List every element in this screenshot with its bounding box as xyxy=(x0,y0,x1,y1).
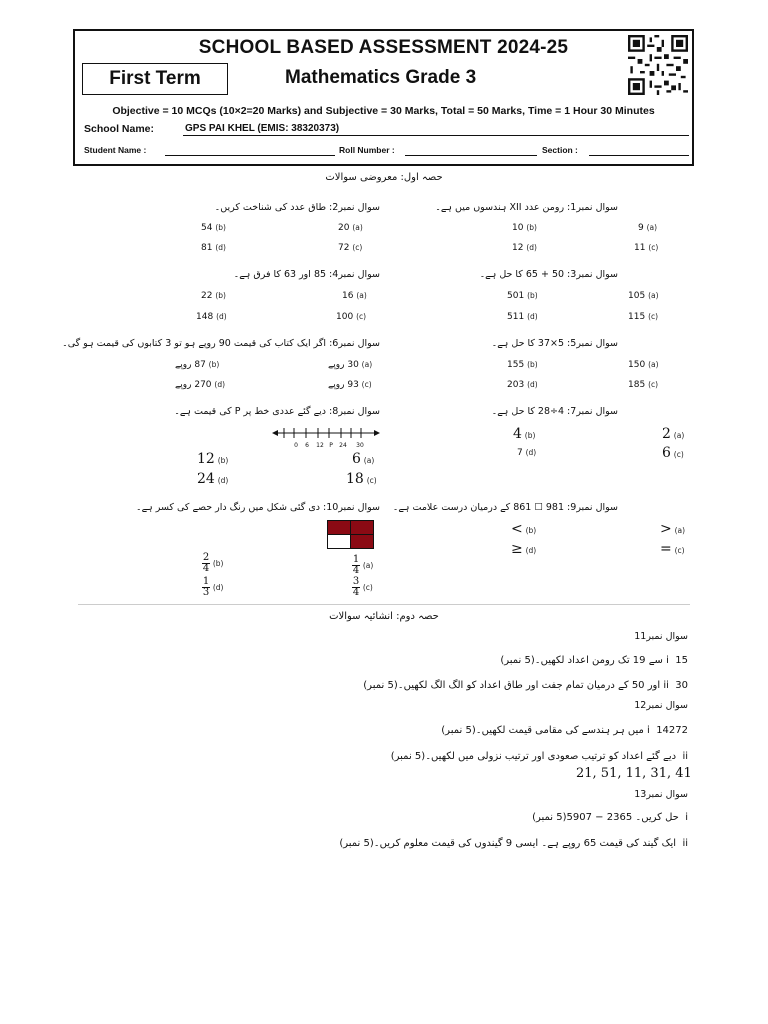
q8-option-d: 24 (d) xyxy=(197,471,229,487)
term-box: First Term xyxy=(82,63,228,95)
q7-option-a: 2 (a) xyxy=(662,426,685,442)
school-name-line xyxy=(183,135,689,136)
qr-code-icon xyxy=(628,35,688,95)
q6-option-a: (a) 30 روپے xyxy=(328,360,373,370)
q3-option-b: 501 (b) xyxy=(507,291,538,301)
school-name-value: GPS PAI KHEL (EMIS: 38320373) xyxy=(185,123,340,134)
student-name-label: Student Name : xyxy=(84,145,147,155)
q4-option-d: 148 (d) xyxy=(196,312,227,322)
q7-option-b: 4 (b) xyxy=(513,426,536,442)
q10-option-b: $\frac{2}{4}$ (b) xyxy=(202,552,224,574)
q3-option-c: 115 (c) xyxy=(628,312,659,322)
section-field[interactable] xyxy=(589,155,689,156)
q12-title: سوال نمبر12 xyxy=(634,700,688,711)
q8-option-c: 18 (c) xyxy=(346,471,377,487)
q8-option-a: 6 (a) xyxy=(352,451,375,467)
q4-option-a: 16 (a) xyxy=(342,291,367,301)
header-box xyxy=(73,29,694,166)
roll-number-field[interactable] xyxy=(405,155,537,156)
number-line xyxy=(272,424,382,450)
assessment-title: SCHOOL BASED ASSESSMENT 2024-25 xyxy=(198,37,569,58)
q1-option-d: 12 (d) xyxy=(512,243,537,253)
q2-option-c: 72 (c) xyxy=(338,243,363,253)
q13-part-i: i حل کریں۔ 2365 − 5907(5 نمبر) xyxy=(532,812,688,823)
q5-option-b: 155 (b) xyxy=(507,360,538,370)
student-name-field[interactable] xyxy=(165,155,335,156)
objective-line: Objective = 10 MCQs (10×2=20 Marks) and Subjective = 30 Marks, Total = 50 Marks, Time = 1 Hour 30 Minutes xyxy=(112,105,655,117)
q6-text: سوال نمبر6: اگر ایک کتاب کی قیمت 90 روپے ہو تو 3 کتابوں کی قیمت ہو گی۔ xyxy=(62,338,380,349)
q9-text: سوال نمبر9: 981 ☐ 861 کے درمیان درست علامت ہے۔ xyxy=(392,502,618,513)
subject-title: Mathematics Grade 3 xyxy=(285,67,477,88)
q11-part-i: i 15 سے 19 تک رومن اعداد لکھیں۔(5 نمبر) xyxy=(500,655,688,666)
q1-option-b: 10 (b) xyxy=(512,223,537,233)
q10-text: سوال نمبر10: دی گئی شکل میں رنگ دار حصے کی کسر ہے۔ xyxy=(136,502,380,513)
q3-option-a: 105 (a) xyxy=(628,291,659,301)
roll-number-label: Roll Number : xyxy=(339,145,395,155)
q10-option-c: $\frac{3}{4}$ (c) xyxy=(352,576,373,598)
q2-option-b: 54 (b) xyxy=(201,223,226,233)
section-divider xyxy=(78,604,690,605)
q6-option-b: (b) 87 روپے xyxy=(175,360,220,370)
q2-option-d: 81 (d) xyxy=(201,243,226,253)
q1-option-c: 11 (c) xyxy=(634,243,659,253)
q5-text: سوال نمبر5: 5×37 کا حل ہے۔ xyxy=(491,338,618,349)
q12-numbers: 21, 51, 11, 31, 41 xyxy=(576,766,692,781)
q9-option-d: ≥ (d) xyxy=(511,541,537,557)
tick-label-12: 12 xyxy=(316,442,324,449)
q2-text: سوال نمبر2: طاق عدد کی شناخت کریں۔ xyxy=(214,202,380,213)
q7-option-c: 6 (c) xyxy=(662,445,684,461)
q13-title: سوال نمبر13 xyxy=(634,789,688,800)
q6-option-d: (d) 270 روپے xyxy=(175,380,226,390)
q2-option-a: 20 (a) xyxy=(338,223,363,233)
tick-label-p: P xyxy=(329,442,333,449)
q3-option-d: 511 (d) xyxy=(507,312,538,322)
q1-option-a: 9 (a) xyxy=(638,223,658,233)
tick-label-24: 24 xyxy=(339,442,347,449)
q9-option-b: < (b) xyxy=(511,521,537,537)
q1-text: سوال نمبر1: رومن عدد XII ہندسوں میں ہے۔ xyxy=(435,202,618,213)
q10-option-a: $\frac{1}{4}$ (a) xyxy=(352,554,374,576)
q5-option-d: 203 (d) xyxy=(507,380,538,390)
q7-option-d: 7 (d) xyxy=(517,448,537,458)
q13-part-ii: ii ایک گیند کی قیمت 65 روپے ہے۔ ایسی 9 گیندوں کی قیمت معلوم کریں۔(5 نمبر) xyxy=(339,838,688,849)
part2-title: حصہ دوم: انشائیہ سوالات xyxy=(329,611,439,622)
q9-option-c: = (c) xyxy=(660,541,685,557)
q3-text: سوال نمبر3: 50 + 65 کا حل ہے۔ xyxy=(479,269,618,280)
q4-option-c: 100 (c) xyxy=(336,312,367,322)
q12-part-i: i 14272 میں ہر ہندسے کی مقامی قیمت لکھیں۔(5 نمبر) xyxy=(441,725,688,736)
school-name-label: School Name: xyxy=(84,123,155,135)
q5-option-c: 185 (c) xyxy=(628,380,659,390)
q6-option-c: (c) 93 روپے xyxy=(328,380,372,390)
section-label: Section : xyxy=(542,145,578,155)
q11-title: سوال نمبر11 xyxy=(634,631,688,642)
tick-label-0: 0 xyxy=(294,442,298,449)
q5-option-a: 150 (a) xyxy=(628,360,659,370)
part1-title: حصہ اول: معروضی سوالات xyxy=(325,172,443,183)
q12-part-ii: ii دیے گئے اعداد کو ترتیب صعودی اور ترتیب نزولی میں لکھیں۔(5 نمبر) xyxy=(390,751,688,762)
q9-option-a: > (a) xyxy=(660,521,686,537)
fraction-shape xyxy=(327,520,375,550)
q8-text: سوال نمبر8: دیے گئے عددی خط پر P کی قیمت ہے۔ xyxy=(174,406,380,417)
q11-part-ii: ii 30 اور 50 کے درمیان تمام جفت اور طاق اعداد کو الگ الگ لکھیں۔(5 نمبر) xyxy=(363,680,688,691)
q4-text: سوال نمبر4: 85 اور 63 کا فرق ہے۔ xyxy=(233,269,380,280)
tick-label-30: 30 xyxy=(356,442,364,449)
q8-option-b: 12 (b) xyxy=(197,451,229,467)
tick-label-6: 6 xyxy=(305,442,309,449)
q7-text: سوال نمبر7: 4÷28 کا حل ہے۔ xyxy=(491,406,618,417)
q4-option-b: 22 (b) xyxy=(201,291,226,301)
q10-option-d: $\frac{1}{3}$ (d) xyxy=(202,576,224,598)
